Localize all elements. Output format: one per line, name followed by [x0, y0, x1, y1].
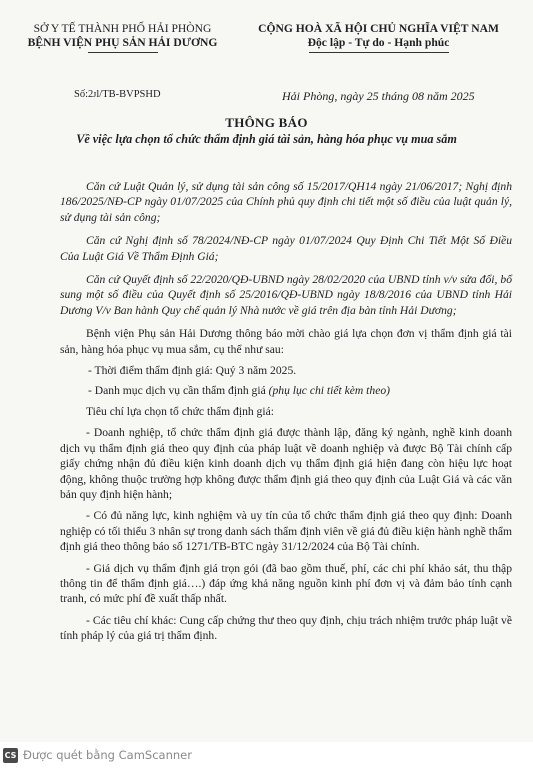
parent-agency-name: SỞ Y TẾ THÀNH PHỐ HẢI PHÒNG	[33, 22, 212, 35]
appendix-note: (phụ lục chi tiết kèm theo)	[268, 384, 390, 398]
legal-basis-2: Căn cứ Nghị định số 78/2024/NĐ-CP ngày 01/07/2024 Quy Định Chi Tiết Một Số Điều Của Luật Giá Về Thẩm Định Giá;	[60, 234, 512, 263]
criterion-other: - Các tiêu chí khác: Cung cấp chứng thư theo quy định, chịu trách nhiệm trước pháp luật về tính pháp lý của giá trị thẩm định.	[60, 613, 512, 643]
document-date: Hải Phòng, ngày 25 tháng 08 năm 2025	[282, 89, 475, 103]
service-list-label: - Danh mục dịch vụ cần thẩm định giá	[88, 384, 269, 398]
criteria-heading: Tiêu chí lựa chọn tổ chức thẩm định giá:	[86, 404, 274, 418]
hospital-name: BỆNH VIỆN PHỤ SẢN HẢI DƯƠNG	[27, 36, 218, 49]
country-name: CỘNG HOÀ XÃ HỘI CHỦ NGHĨA VIỆT NAM	[258, 22, 499, 35]
criterion-license: - Doanh nghiệp, tổ chức thẩm định giá được thành lập, đăng ký ngành, nghề kinh doanh dịch vụ thẩm định giá theo quy định của pháp luật về doanh nghiệp và được Bộ Tài chính cấp giấy chứng nhận đủ điều kiện kinh doanh dịch vụ thẩm định giá hiện đang còn hiệu lực hoạt động, không thuộc trường hợp không được thẩm định giá theo quy định của Luật Giá và các văn bản quy định hiện hành;	[60, 426, 512, 501]
camscanner-logo-icon: CS	[3, 748, 18, 763]
bullet-service-list	[60, 383, 512, 398]
criterion-capacity: - Có đủ năng lực, kinh nghiệm và uy tín của tổ chức thẩm định giá theo quy định: Doanh nghiệp có tối thiểu 3 nhân sự trong danh sách thẩm định viên về giá đủ điều kiện hành nghề thẩm định giá theo thông báo số 1271/TB-BTC ngày 31/12/2024 của Bộ Tài chính.	[60, 509, 512, 554]
legal-basis-3: Căn cứ Quyết định số 22/2020/QĐ-UBND ngày 28/02/2020 của UBND tỉnh v/v sửa đổi, bổ sung một số điều của Quyết định số 25/2016/QĐ-UBND ngày 18/8/2016 của UBND tỉnh Hải Dương V/v Ban hành Quy chế quản lý Nhà nước về giá trên địa bàn tỉnh Hải Dương;	[60, 273, 512, 317]
document-number: Số:2ᴊl/TB-BVPSHD	[74, 89, 161, 100]
criterion-price: - Giá dịch vụ thẩm định giá trọn gói (đã bao gồm thuế, phí, các chi phí khảo sát, thu thập thông tin để thẩm định giá….) đáp ứng khả năng nguồn kinh phí đơn vị và đảm bảo tính cạnh tranh, có mức phí đề xuất thấp nhất.	[60, 561, 512, 606]
scanner-footer	[0, 742, 533, 768]
issuing-agency-block	[20, 22, 225, 53]
announcement-intro: Bệnh viện Phụ sản Hải Dương thông báo mời chào giá lựa chọn đơn vị thẩm định giá tài sản, hàng hóa phục vụ mua sắm, cụ thể như sau:	[60, 327, 512, 356]
motto: Độc lập - Tự do - Hạnh phúc	[307, 36, 450, 49]
legal-basis-1: Căn cứ Luật Quản lý, sử dụng tài sản công số 15/2017/QH14 ngày 21/06/2017; Nghị định 186/2025/NĐ-CP ngày 01/07/2025 của Chính phủ quy định chi tiết một số điều của luật quản lý, sử dụng tài sản công;	[60, 180, 512, 224]
document-title: THÔNG BÁO	[225, 115, 308, 130]
national-motto-block	[226, 22, 531, 53]
document-subtitle: Về việc lựa chọn tổ chức thẩm định giá tài sản, hàng hóa phục vụ mua sắm	[76, 132, 457, 146]
scanner-watermark-text: Được quét bằng CamScanner	[23, 748, 192, 762]
agency-underline	[88, 52, 158, 53]
motto-underline	[309, 52, 449, 53]
bullet-valuation-time: - Thời điểm thẩm định giá: Quý 3 năm 2025.	[88, 364, 297, 378]
document-body	[60, 179, 512, 650]
